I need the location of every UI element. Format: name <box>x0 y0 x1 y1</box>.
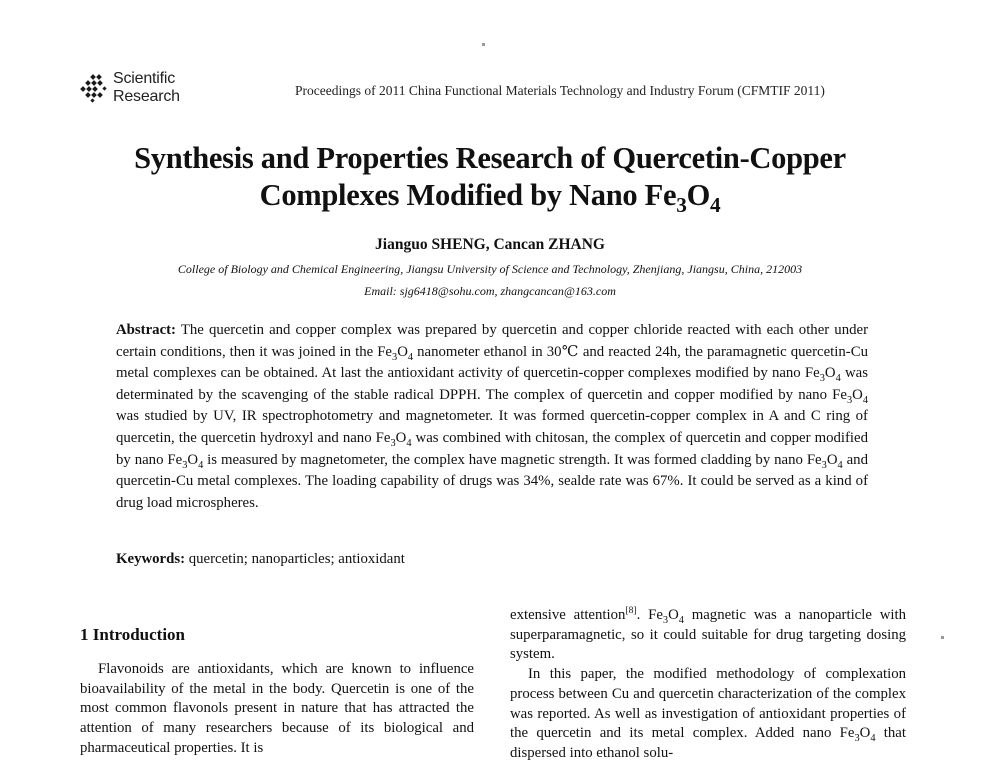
intro-left-column: Flavonoids are antioxidants, which are known to influence bioavailability of the metal in the body. Quercetin is one of the most common flavonols present in nature that has attracted the attention of many researchers because of its biological and pharmaceutical properties. It is <box>80 661 474 756</box>
keywords-label: Keywords: <box>116 551 186 567</box>
citation-ref: [8] <box>625 605 637 617</box>
section-heading-introduction: 1 Introduction <box>80 625 186 644</box>
logo-line-2: Research <box>113 88 180 105</box>
keywords <box>116 551 405 568</box>
email-line: Email: sjg6418@sohu.com, zhangcancan@163.com <box>364 284 616 298</box>
intro-right-column <box>510 606 906 764</box>
logo-line-1: Scientific <box>113 70 176 87</box>
authors: Jianguo SHENG, Cancan ZHANG <box>375 236 605 253</box>
logo-text <box>113 70 180 106</box>
intro-right-paragraph-2: In this paper, the modified methodology of complexation process between Cu and quercetin characterization of the complex was reported. As well as investigation of antioxidant properties of the quercetin and its metal complex. Added nano $Fe_3O_4$ that dispersed into ethanol solu- <box>510 666 906 761</box>
proceedings-header: Proceedings of 2011 China Functional Materials Technology and Industry Forum (CFMTIF 2011) <box>295 83 825 98</box>
abstract: Abstract: The quercetin and copper complex was prepared by quercetin and copper chloride reacted with each other under certain conditions, then it was joined in the $Fe_3O_4$ nanometer ethanol in 30℃ and reacted 24h, the paramagnetic quercetin-Cu metal complexes can be obtained. At last the antioxidant activity of quercetin-copper complexes modified by nano $Fe_3O_4$ was determinated by the scavenging of the stable radical DPPH. The complex of quercetin and copper modified by nano $Fe_3O_4$ was studied by UV, IR spectrophotometry and magnetometer. It was formed quercetin-copper complex in A and C ring of quercetin, the quercetin hydroxyl and nano $Fe_3O_4$ was combined with chitosan, the complex of quercetin and copper modified by nano $Fe_3O_4$ is measured by magnetometer, the complex have magnetic strength. It was formed cladding by nano $Fe_3O_4$ and quercetin-Cu metal complexes. The loading capability of drugs was 34%, sealde rate was 67%. It could be served as a kind of drug load microspheres. <box>116 322 869 511</box>
scan-mark <box>941 636 944 639</box>
title-line-1: Synthesis and Properties Research of Quercetin-Copper <box>134 141 846 175</box>
scan-mark <box>482 43 485 46</box>
publisher-logo <box>80 70 190 110</box>
abstract-label: Abstract: <box>116 322 176 338</box>
scientific-research-logo-icon <box>80 74 112 104</box>
intro-right-paragraph-1: extensive attention[8]. $Fe_3O_4$ magnetic was a nanoparticle with superparamagnetic, so it could suitable for drug targeting dosing system. <box>510 605 906 663</box>
title-line-2: Complexes Modified by Nano $Fe_3O_4$ <box>259 178 721 218</box>
paper-title <box>0 140 980 218</box>
affiliation: College of Biology and Chemical Engineering, Jiangsu University of Science and Technology, Zhenjiang, Jiangsu, China, 212003 <box>177 262 803 276</box>
keywords-text: quercetin; nanoparticles; antioxidant <box>185 551 405 567</box>
